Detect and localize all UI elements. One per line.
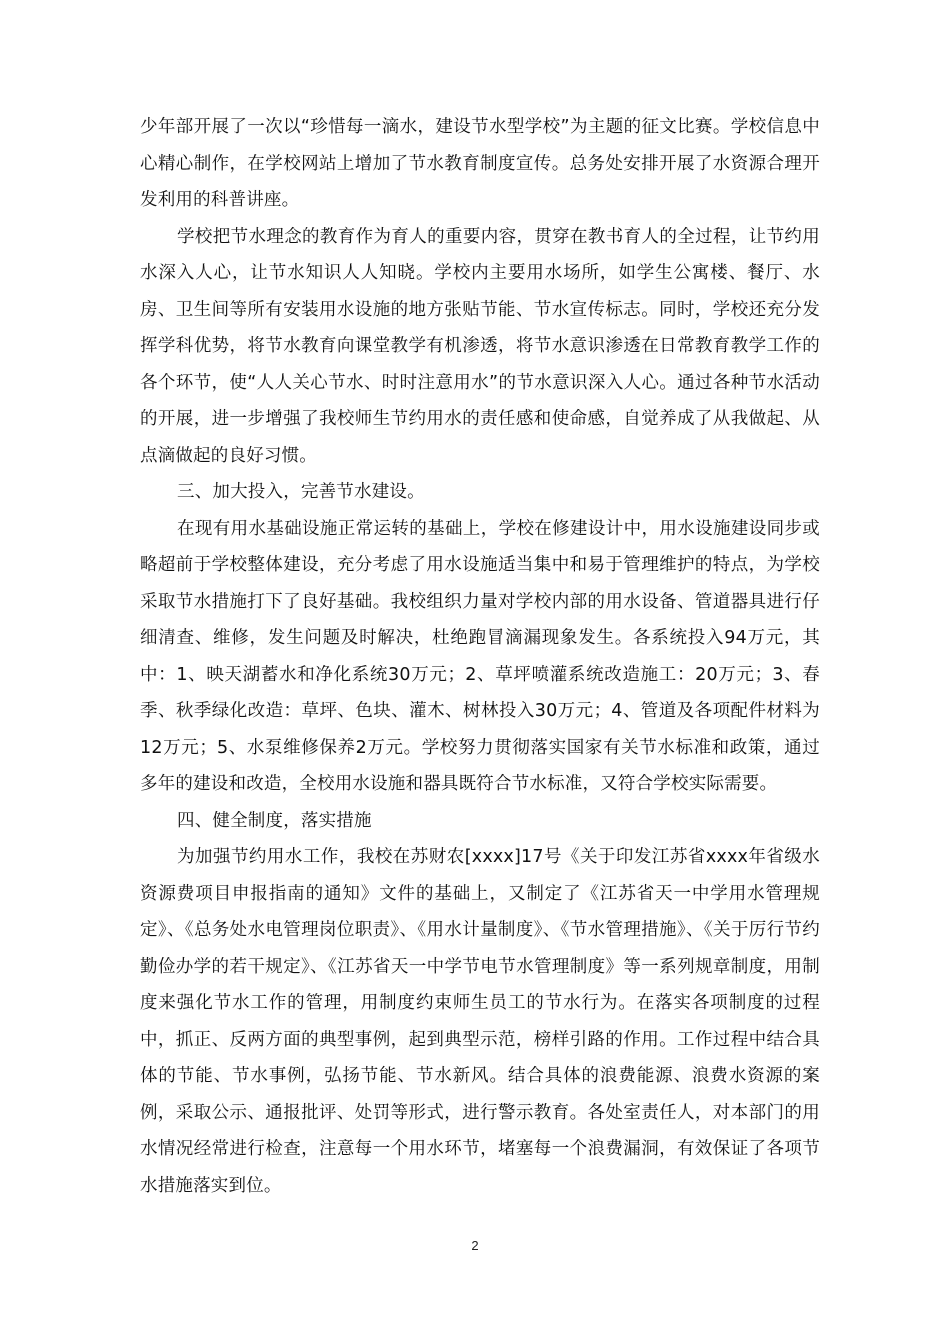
page-number: 2 (471, 1238, 479, 1253)
paragraph-regulations: 为加强节约用水工作，我校在苏财农[xxxx]17号《关于印发江苏省xxxx年省级水资源费项目申报指南的通知》文件的基础上，又制定了《江苏省天一中学用水管理规定》、《总务处水电管理岗位职责》、《用水计量制度》、《节水管理措施》、《关于厉行节约勤俭办学的若干规定》、《江苏省天一中学节电节水管理制度》等一系列规章制度，用制度来强化节水工作的管理，用制度约束师生员工的节水行为。在落实各项制度的过程中，抓正、反两方面的典型事例，起到典型示范，榜样引路的作用。工作过程中结合具体的节能、节水事例，弘扬节能、节水新风。结合具体的浪费能源、浪费水资源的案例，采取公示、通报批评、处罚等形式，进行警示教育。各处室责任人，对本部门的用水情况经常进行检查，注意每一个用水环节，堵塞每一个浪费漏洞，有效保证了各项节水措施落实到位。 (140, 847, 820, 1196)
paragraph-education: 学校把节水理念的教育作为育人的重要内容，贯穿在教书育人的全过程，让节约用水深入人心，让节水知识人人知晓。学校内主要用水场所，如学生公寓楼、餐厅、水房、卫生间等所有安装用水设施的地方张贴节能、节水宣传标志。同时，学校还充分发挥学科优势，将节水教育向课堂教学有机渗透，将节水意识渗透在日常教育教学工作的各个环节，使“人人关心节水、时时注意用水”的节水意识深入人心。通过各种节水活动的开展，进一步增强了我校师生节约用水的责任感和使命感，自觉养成了从我做起、从点滴做起的良好习惯。 (140, 226, 820, 466)
paragraph-continuation: 少年部开展了一次以“珍惜每一滴水，建设节水型学校”为主题的征文比赛。学校信息中心精心制作，在学校网站上增加了节水教育制度宣传。总务处安排开展了水资源合理开发利用的科普讲座。 (140, 117, 820, 210)
paragraph-investment: 在现有用水基础设施正常运转的基础上，学校在修建设计中，用水设施建设同步或略超前于学校整体建设，充分考虑了用水设施适当集中和易于管理维护的特点，为学校采取节水措施打下了良好基础。我校组织力量对学校内部的用水设备、管道器具进行仔细清查、维修，发生问题及时解决，杜绝跑冒滴漏现象发生。各系统投入94万元，其中：1、映天湖蓄水和净化系统30万元；2、草坪喷灌系统改造施工：20万元；3、春季、秋季绿化改造：草坪、色块、灌木、树林投入30万元；4、管道及各项配件材料为12万元；5、水泵维修保养2万元。学校努力贯彻落实国家有关节水标准和政策，通过多年的建设和改造，全校用水设施和器具既符合节水标准，又符合学校实际需要。 (140, 518, 820, 794)
document-body (140, 109, 820, 1204)
section-heading-regulations: 四、健全制度，落实措施 (177, 810, 372, 831)
section-heading-investment: 三、加大投入，完善节水建设。 (177, 482, 425, 502)
